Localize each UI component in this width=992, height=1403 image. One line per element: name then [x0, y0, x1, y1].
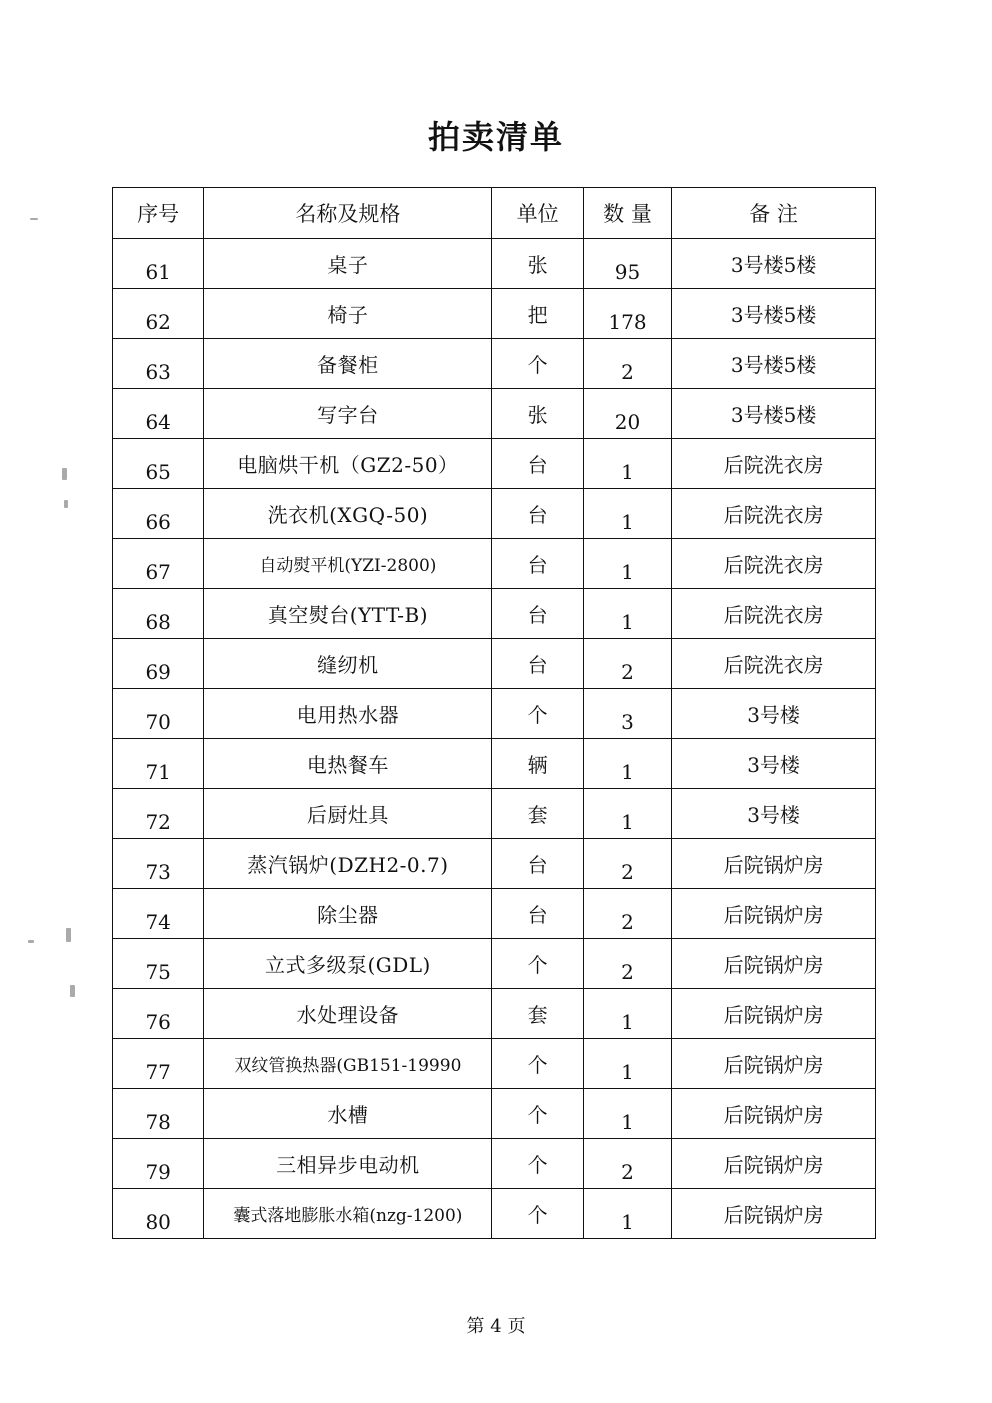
cell-qty-text: 2	[621, 859, 634, 884]
cell-qty-text: 1	[621, 509, 634, 534]
cell-name: 电用热水器	[204, 689, 492, 739]
table-row	[113, 1139, 876, 1189]
table-row	[113, 439, 876, 489]
table-row	[113, 339, 876, 389]
cell-qty	[583, 689, 671, 739]
scan-speck	[62, 468, 67, 480]
cell-note: 后院锅炉房	[672, 1139, 876, 1189]
cell-name: 自动熨平机(YZI-2800)	[204, 539, 492, 589]
header-qty: 数 量	[583, 188, 671, 239]
cell-unit: 台	[492, 439, 583, 489]
header-no: 序号	[113, 188, 204, 239]
cell-unit: 辆	[492, 739, 583, 789]
cell-no	[113, 389, 204, 439]
cell-unit: 个	[492, 1189, 583, 1239]
table-header-row	[113, 188, 876, 239]
header-name: 名称及规格	[204, 188, 492, 239]
cell-qty-text: 1	[621, 759, 634, 784]
cell-unit: 台	[492, 889, 583, 939]
cell-no-text: 68	[145, 609, 171, 634]
table-row	[113, 639, 876, 689]
cell-name: 真空熨台(YTT-B)	[204, 589, 492, 639]
cell-qty-text: 1	[621, 1059, 634, 1084]
cell-unit: 张	[492, 239, 583, 289]
cell-unit: 台	[492, 489, 583, 539]
cell-note: 后院洗衣房	[672, 639, 876, 689]
cell-note: 后院锅炉房	[672, 989, 876, 1039]
cell-qty	[583, 1139, 671, 1189]
cell-qty-text: 178	[608, 309, 647, 334]
cell-note: 后院锅炉房	[672, 889, 876, 939]
table-row	[113, 839, 876, 889]
table-row	[113, 939, 876, 989]
table-row	[113, 1189, 876, 1239]
cell-name: 桌子	[204, 239, 492, 289]
cell-note: 后院锅炉房	[672, 1189, 876, 1239]
cell-qty	[583, 489, 671, 539]
cell-qty-text: 1	[621, 1109, 634, 1134]
cell-no-text: 80	[145, 1209, 171, 1234]
cell-no	[113, 1189, 204, 1239]
cell-no	[113, 1089, 204, 1139]
cell-qty	[583, 1189, 671, 1239]
cell-no	[113, 739, 204, 789]
cell-no	[113, 439, 204, 489]
cell-no	[113, 939, 204, 989]
cell-no-text: 77	[145, 1059, 171, 1084]
table-row	[113, 1039, 876, 1089]
cell-note: 后院洗衣房	[672, 539, 876, 589]
table-row	[113, 489, 876, 539]
cell-no	[113, 489, 204, 539]
auction-list-table	[112, 187, 876, 1239]
cell-no-text: 62	[145, 309, 171, 334]
cell-no-text: 67	[145, 559, 171, 584]
cell-no	[113, 839, 204, 889]
table-row	[113, 389, 876, 439]
table-body	[113, 239, 876, 1239]
cell-qty	[583, 889, 671, 939]
cell-name: 水槽	[204, 1089, 492, 1139]
cell-no-text: 63	[145, 359, 171, 384]
cell-unit: 个	[492, 339, 583, 389]
cell-no	[113, 1039, 204, 1089]
cell-name: 椅子	[204, 289, 492, 339]
cell-note: 后院洗衣房	[672, 439, 876, 489]
cell-qty-text: 1	[621, 459, 634, 484]
cell-name: 电脑烘干机（GZ2-50）	[204, 439, 492, 489]
cell-note: 3号楼5楼	[672, 339, 876, 389]
cell-qty-text: 1	[621, 1209, 634, 1234]
cell-qty-text: 95	[614, 259, 641, 284]
cell-name: 写字台	[204, 389, 492, 439]
cell-unit: 张	[492, 389, 583, 439]
scan-speck	[64, 500, 68, 508]
table-row	[113, 689, 876, 739]
cell-qty-text: 20	[614, 409, 641, 434]
cell-qty	[583, 389, 671, 439]
cell-qty	[583, 789, 671, 839]
cell-qty	[583, 939, 671, 989]
cell-note: 3号楼	[672, 789, 876, 839]
scan-speck	[70, 985, 75, 997]
cell-no	[113, 589, 204, 639]
cell-name: 双纹管换热器(GB151-19990	[204, 1039, 492, 1089]
cell-note: 3号楼5楼	[672, 389, 876, 439]
scan-speck	[30, 218, 38, 220]
cell-unit: 台	[492, 589, 583, 639]
cell-no-text: 78	[145, 1109, 171, 1134]
cell-qty-text: 2	[621, 1159, 634, 1184]
cell-name: 除尘器	[204, 889, 492, 939]
header-note: 备 注	[672, 188, 876, 239]
cell-qty-text: 1	[621, 1009, 634, 1034]
table-row	[113, 889, 876, 939]
cell-qty	[583, 339, 671, 389]
cell-unit: 台	[492, 839, 583, 889]
cell-unit: 把	[492, 289, 583, 339]
cell-qty	[583, 539, 671, 589]
cell-no-text: 61	[145, 259, 171, 284]
cell-qty-text: 1	[621, 809, 634, 834]
cell-qty	[583, 989, 671, 1039]
document-title: 拍卖清单	[427, 118, 564, 156]
cell-no	[113, 789, 204, 839]
cell-name: 洗衣机(XGQ-50)	[204, 489, 492, 539]
table-row	[113, 1089, 876, 1139]
cell-no	[113, 639, 204, 689]
cell-qty-text: 3	[621, 709, 634, 734]
cell-no-text: 75	[145, 959, 171, 984]
cell-unit: 台	[492, 639, 583, 689]
cell-no-text: 66	[145, 509, 171, 534]
cell-unit: 套	[492, 789, 583, 839]
table-row	[113, 239, 876, 289]
table-row	[113, 789, 876, 839]
cell-qty-text: 1	[621, 559, 634, 584]
cell-note: 3号楼5楼	[672, 239, 876, 289]
header-unit: 单位	[492, 188, 583, 239]
cell-note: 3号楼	[672, 689, 876, 739]
cell-unit: 个	[492, 1139, 583, 1189]
cell-note: 3号楼	[672, 739, 876, 789]
table-row	[113, 739, 876, 789]
cell-no	[113, 339, 204, 389]
cell-note: 3号楼5楼	[672, 289, 876, 339]
cell-name: 蒸汽锅炉(DZH2-0.7)	[204, 839, 492, 889]
table-row	[113, 289, 876, 339]
cell-no	[113, 1139, 204, 1189]
cell-unit: 个	[492, 939, 583, 989]
cell-note: 后院锅炉房	[672, 1089, 876, 1139]
cell-name: 水处理设备	[204, 989, 492, 1039]
cell-no-text: 73	[145, 859, 171, 884]
cell-unit: 套	[492, 989, 583, 1039]
table-row	[113, 589, 876, 639]
cell-qty	[583, 589, 671, 639]
table-row	[113, 539, 876, 589]
cell-qty	[583, 639, 671, 689]
cell-note: 后院锅炉房	[672, 939, 876, 989]
cell-qty	[583, 289, 671, 339]
cell-qty	[583, 839, 671, 889]
cell-unit: 个	[492, 1089, 583, 1139]
cell-qty	[583, 439, 671, 489]
cell-no-text: 79	[145, 1159, 171, 1184]
cell-name: 囊式落地膨胀水箱(nzg-1200)	[204, 1189, 492, 1239]
table-row	[113, 989, 876, 1039]
cell-unit: 台	[492, 539, 583, 589]
cell-name: 缝纫机	[204, 639, 492, 689]
cell-name: 备餐柜	[204, 339, 492, 389]
cell-note: 后院锅炉房	[672, 839, 876, 889]
cell-no	[113, 539, 204, 589]
cell-no-text: 71	[145, 759, 171, 784]
cell-no-text: 72	[145, 809, 171, 834]
cell-qty	[583, 239, 671, 289]
cell-name: 后厨灶具	[204, 789, 492, 839]
cell-qty-text: 2	[621, 909, 634, 934]
cell-qty	[583, 1039, 671, 1089]
cell-qty	[583, 1089, 671, 1139]
cell-unit: 个	[492, 1039, 583, 1089]
cell-no-text: 76	[145, 1009, 171, 1034]
cell-no-text: 69	[145, 659, 171, 684]
cell-unit: 个	[492, 689, 583, 739]
scan-speck	[28, 940, 34, 943]
cell-no-text: 74	[145, 909, 171, 934]
cell-no	[113, 239, 204, 289]
cell-qty	[583, 739, 671, 789]
cell-name: 三相异步电动机	[204, 1139, 492, 1189]
cell-no-text: 70	[145, 709, 171, 734]
page-number: 第 4 页	[466, 1316, 526, 1337]
cell-no	[113, 889, 204, 939]
cell-no	[113, 689, 204, 739]
cell-no-text: 65	[145, 459, 171, 484]
cell-name: 立式多级泵(GDL)	[204, 939, 492, 989]
cell-name: 电热餐车	[204, 739, 492, 789]
cell-qty-text: 1	[621, 609, 634, 634]
cell-no	[113, 989, 204, 1039]
cell-qty-text: 2	[621, 959, 634, 984]
cell-qty-text: 2	[621, 659, 634, 684]
cell-no	[113, 289, 204, 339]
cell-note: 后院锅炉房	[672, 1039, 876, 1089]
cell-no-text: 64	[145, 409, 171, 434]
cell-note: 后院洗衣房	[672, 489, 876, 539]
cell-qty-text: 2	[621, 359, 634, 384]
cell-note: 后院洗衣房	[672, 589, 876, 639]
scan-speck	[66, 928, 71, 942]
